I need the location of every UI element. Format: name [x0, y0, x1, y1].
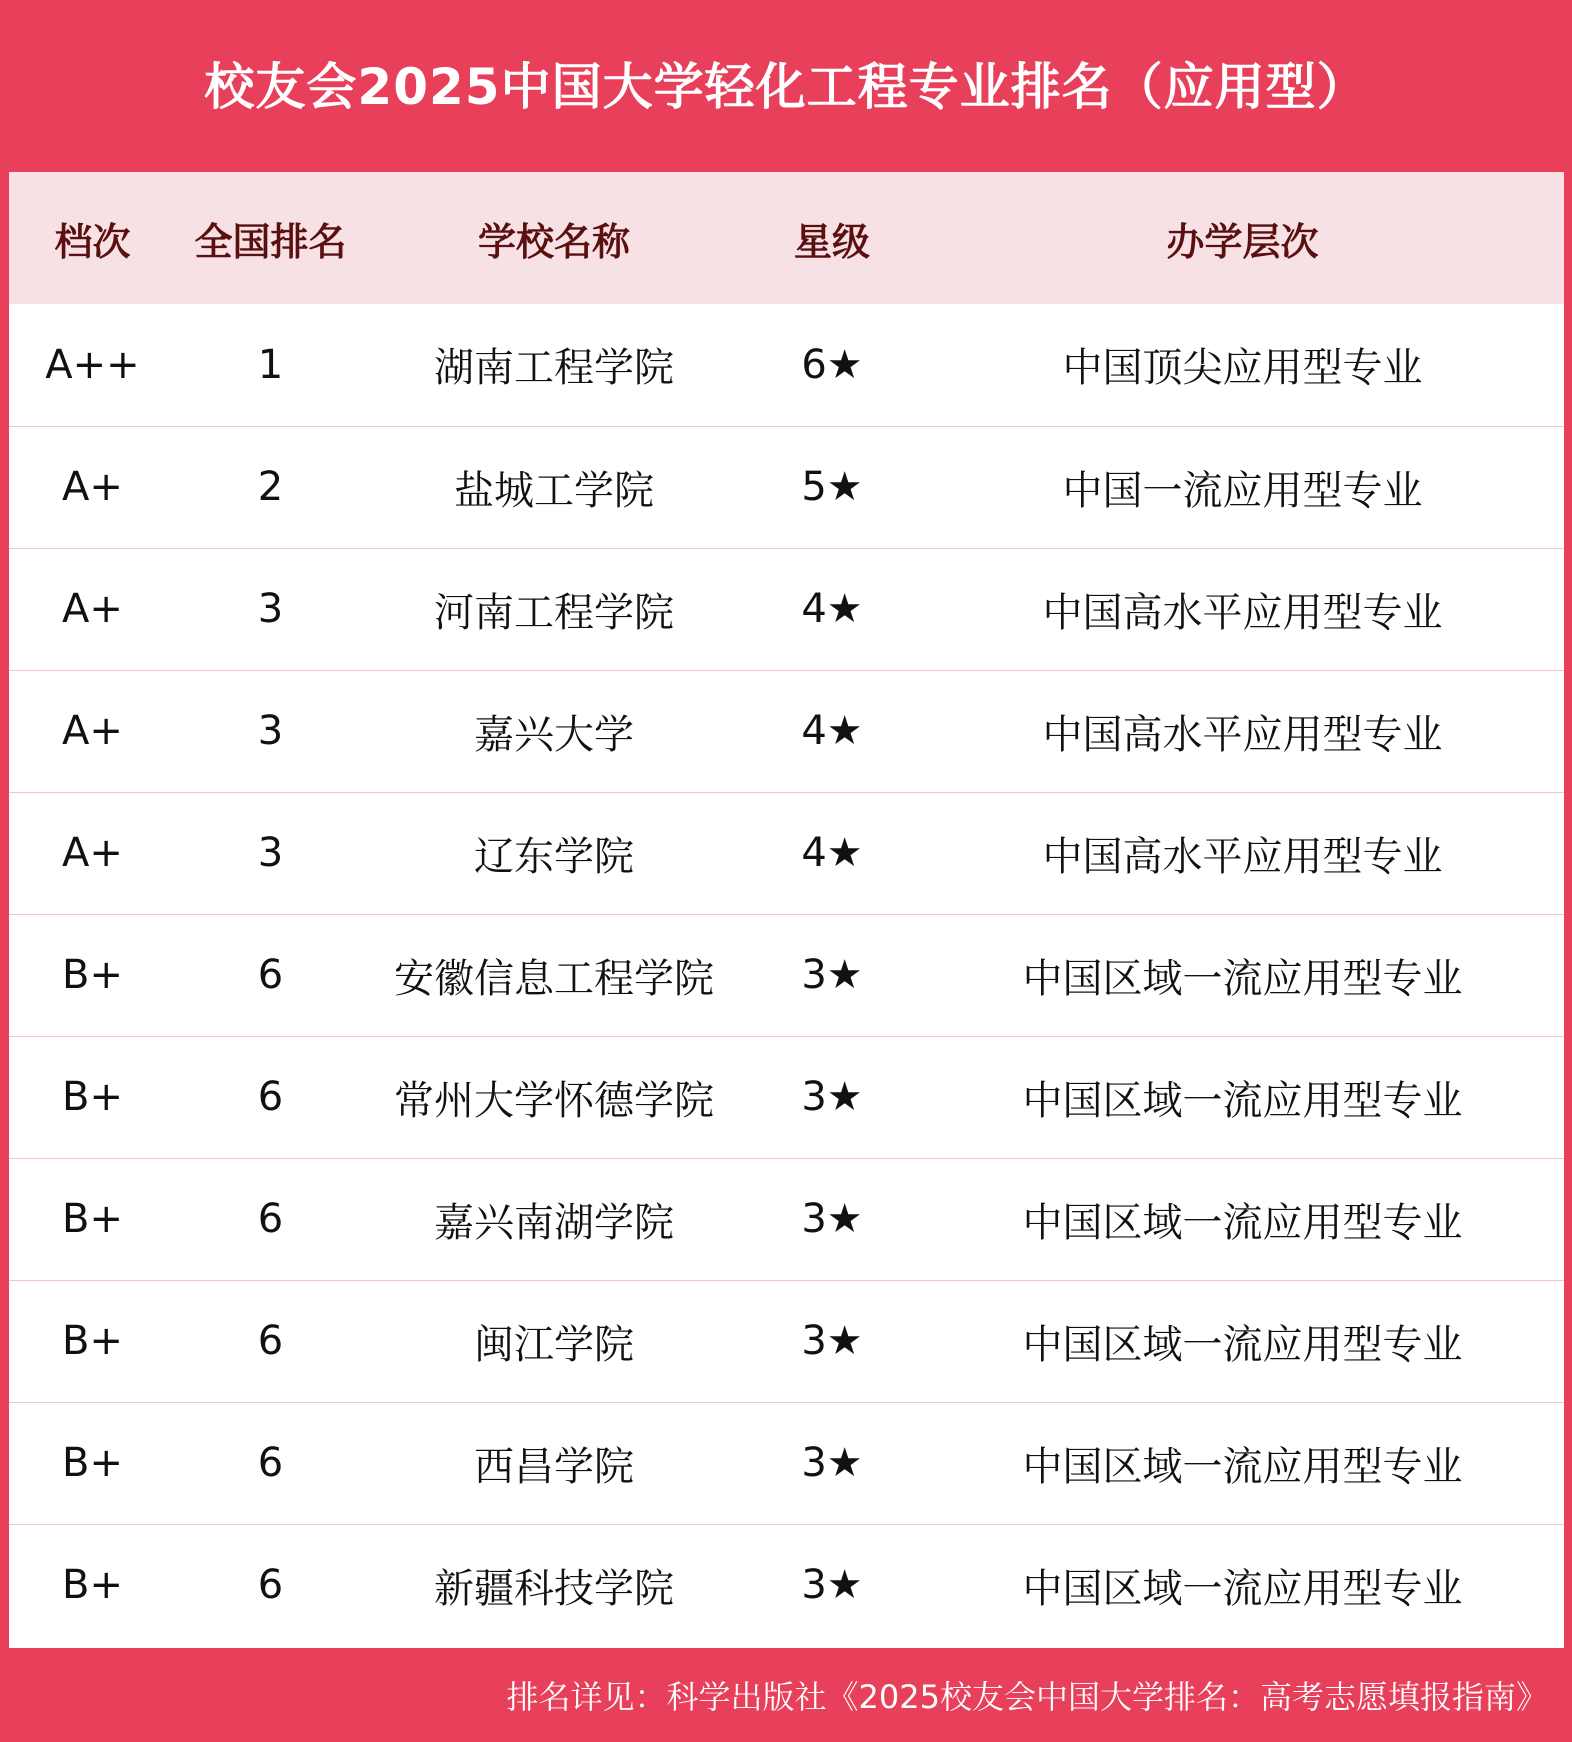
cell-national-rank: 6: [257, 1562, 284, 1609]
cell-star-level: 3★: [801, 1074, 863, 1120]
ranking-table-container: [9, 172, 1564, 1648]
table-row: [9, 792, 1564, 914]
cell-program-level: 中国顶尖应用型专业: [1062, 345, 1423, 392]
cell-program-level: 中国一流应用型专业: [1062, 467, 1423, 514]
page-title: 校友会2025中国大学轻化工程专业排名（应用型）: [204, 58, 1368, 116]
cell-program-level: 中国区域一流应用型专业: [1022, 1199, 1463, 1246]
cell-national-rank: 6: [257, 1196, 284, 1242]
cell-national-rank: 1: [257, 341, 284, 388]
cell-grade: B+: [62, 952, 123, 998]
cell-star-level: 3★: [801, 1562, 863, 1609]
cell-grade: A+: [62, 830, 123, 876]
cell-star-level: 4★: [801, 586, 863, 632]
cell-national-rank: 6: [257, 1074, 284, 1120]
cell-grade: B+: [62, 1440, 123, 1486]
table-row: [9, 1036, 1564, 1158]
cell-school-name: 西昌学院: [474, 1443, 634, 1490]
cell-star-level: 3★: [801, 1196, 863, 1242]
table-row: [9, 1158, 1564, 1280]
table-row: [9, 548, 1564, 670]
table-row: [9, 1402, 1564, 1524]
cell-national-rank: 2: [257, 464, 284, 510]
column-header-grade: 档次: [54, 219, 131, 264]
cell-star-level: 4★: [801, 830, 863, 876]
column-header-national-rank: 全国排名: [194, 219, 347, 264]
cell-school-name: 安徽信息工程学院: [394, 955, 714, 1002]
cell-grade: B+: [62, 1562, 123, 1609]
cell-star-level: 3★: [801, 952, 863, 998]
cell-program-level: 中国区域一流应用型专业: [1022, 1565, 1463, 1612]
table-row: [9, 914, 1564, 1036]
table-row: [9, 1524, 1564, 1646]
cell-national-rank: 6: [257, 1318, 284, 1364]
column-header-star-level: 星级: [793, 219, 870, 264]
cell-grade: B+: [62, 1318, 123, 1364]
cell-school-name: 辽东学院: [474, 833, 634, 880]
cell-national-rank: 3: [257, 830, 284, 876]
cell-program-level: 中国高水平应用型专业: [1042, 589, 1443, 636]
cell-school-name: 湖南工程学院: [434, 345, 674, 392]
cell-school-name: 嘉兴南湖学院: [434, 1199, 674, 1246]
cell-school-name: 常州大学怀德学院: [394, 1077, 714, 1124]
cell-school-name: 新疆科技学院: [434, 1565, 674, 1612]
cell-school-name: 盐城工学院: [454, 467, 654, 514]
cell-star-level: 6★: [801, 341, 863, 388]
column-header-program-level: 办学层次: [1166, 219, 1319, 264]
cell-grade: A+: [62, 464, 123, 510]
source-note: 排名详见：科学出版社《2025校友会中国大学排名：高考志愿填报指南》: [506, 1678, 1548, 1716]
ranking-table: [9, 172, 1564, 1646]
cell-program-level: 中国区域一流应用型专业: [1022, 955, 1463, 1002]
cell-national-rank: 6: [257, 952, 284, 998]
footer: [0, 1648, 1572, 1742]
cell-program-level: 中国区域一流应用型专业: [1022, 1443, 1463, 1490]
table-row: [9, 1280, 1564, 1402]
table-row: [9, 426, 1564, 548]
column-header-school-name: 学校名称: [477, 219, 630, 264]
table-body: [9, 304, 1564, 1646]
cell-school-name: 闽江学院: [474, 1321, 634, 1368]
cell-star-level: 3★: [801, 1318, 863, 1364]
cell-grade: A+: [62, 708, 123, 754]
cell-national-rank: 3: [257, 708, 284, 754]
table-row: [9, 670, 1564, 792]
cell-school-name: 嘉兴大学: [474, 711, 634, 758]
cell-program-level: 中国区域一流应用型专业: [1022, 1077, 1463, 1124]
cell-grade: B+: [62, 1196, 123, 1242]
cell-national-rank: 3: [257, 586, 284, 632]
cell-star-level: 4★: [801, 708, 863, 754]
cell-star-level: 5★: [801, 464, 863, 510]
cell-school-name: 河南工程学院: [434, 589, 674, 636]
cell-program-level: 中国区域一流应用型专业: [1022, 1321, 1463, 1368]
cell-grade: A++: [45, 341, 140, 388]
cell-grade: A+: [62, 586, 123, 632]
cell-program-level: 中国高水平应用型专业: [1042, 711, 1443, 758]
cell-grade: B+: [62, 1074, 123, 1120]
cell-program-level: 中国高水平应用型专业: [1042, 833, 1443, 880]
title-bar: [0, 0, 1572, 172]
cell-star-level: 3★: [801, 1440, 863, 1486]
table-header-row: [9, 172, 1564, 304]
table-row: [9, 304, 1564, 426]
cell-national-rank: 6: [257, 1440, 284, 1486]
